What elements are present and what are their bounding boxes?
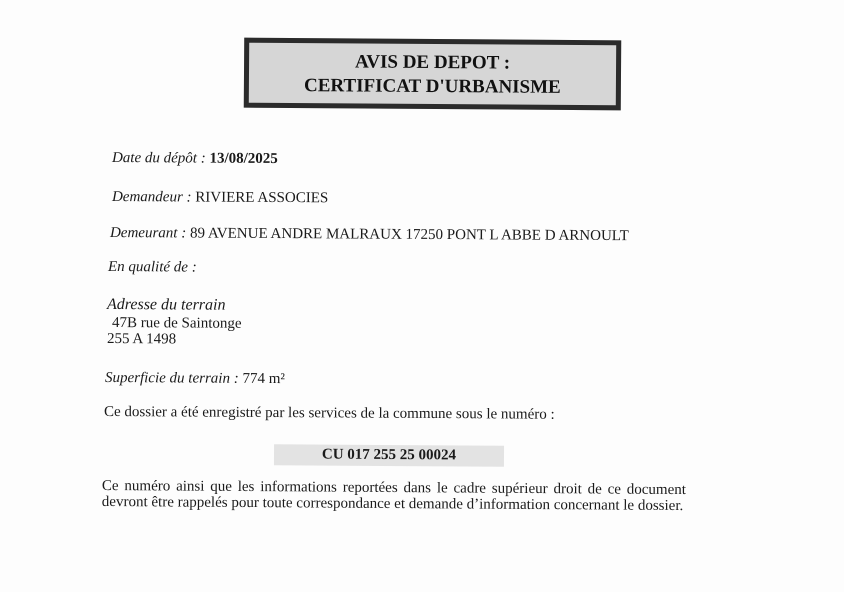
superficie-row [105, 370, 285, 388]
demeurant-label: Demeurant : [109, 225, 187, 242]
demeurant-value: 89 AVENUE ANDRE MALRAUX 17250 PONT L ABBE D ARNOULT [189, 225, 629, 245]
terrain-cadastre-line: 255 A 1498 [106, 331, 177, 348]
demandeur-value: RIVIERE ASSOCIES [195, 189, 329, 207]
title-box [244, 38, 621, 111]
superficie-value: 774 m² [242, 370, 285, 388]
title-line-2: CERTIFICAT D'URBANISME [303, 75, 561, 98]
demandeur-row [112, 189, 328, 207]
qualite-row [108, 259, 197, 277]
terrain-label: Adresse du terrain [106, 296, 226, 314]
superficie-label: Superficie du terrain : [104, 370, 239, 387]
date-depot-row [112, 150, 278, 168]
terrain-address-line: 47B rue de Saintonge [111, 315, 242, 332]
demandeur-label: Demandeur : [111, 189, 192, 206]
date-depot-label: Date du dépôt : [111, 150, 206, 167]
date-depot-value: 13/08/2025 [209, 150, 278, 168]
dossier-numero: CU 017 255 25 00024 [274, 444, 504, 467]
title-line-1: AVIS DE DEPOT : [354, 51, 511, 74]
dossier-note: Ce numéro ainsi que les informations reportées dans le cadre supérieur droit de ce document devront être rappelés pour toute correspondance et demande d’information concernant le dossier. [101, 478, 686, 515]
qualite-label: En qualité de : [107, 259, 197, 276]
dossier-intro: Ce dossier a été enregistré par les services de la commune sous le numéro : [103, 404, 555, 423]
demeurant-row [110, 225, 629, 245]
